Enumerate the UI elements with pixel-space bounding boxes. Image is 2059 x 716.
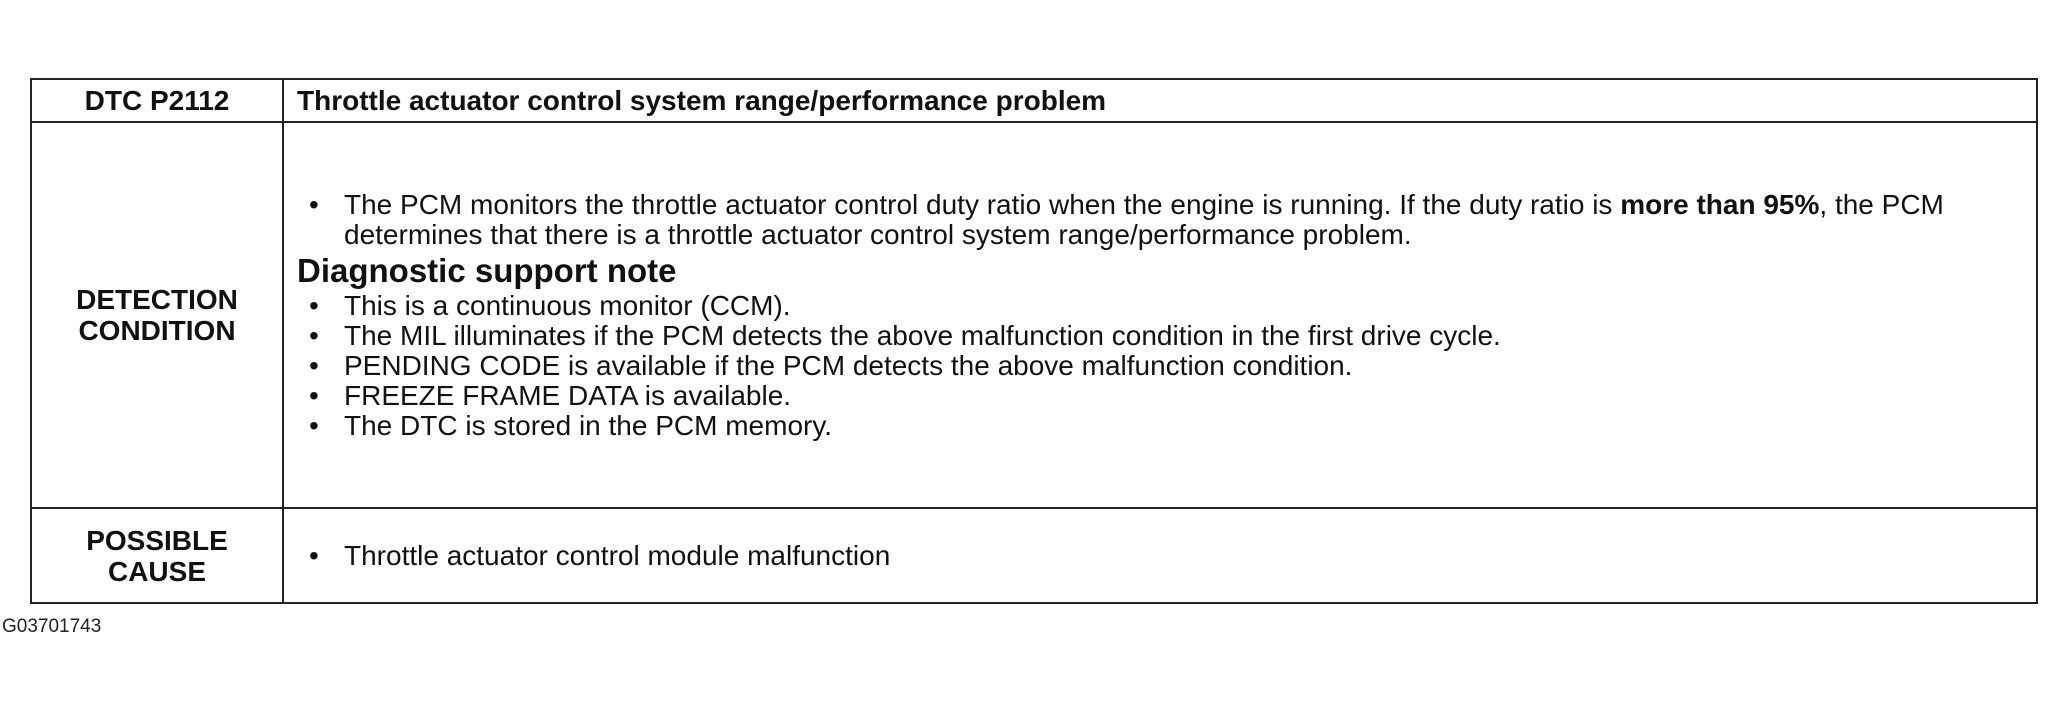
dtc-code-cell: DTC P2112 xyxy=(31,79,283,122)
support-note-item-text: This is a continuous monitor (CCM). xyxy=(344,289,791,321)
bullet-icon: • xyxy=(309,319,319,351)
diagnostic-support-heading: Diagnostic support note xyxy=(297,251,677,289)
cause-label-line2: CAUSE xyxy=(107,555,206,587)
support-note-item-text: FREEZE FRAME DATA is available. xyxy=(344,379,792,411)
possible-cause-row xyxy=(31,508,2037,603)
support-note-item-text: The MIL illuminates if the PCM detects the above malfunction condition in the first drive cycle. xyxy=(344,319,1501,351)
detection-label-line1: DETECTION xyxy=(76,284,238,315)
possible-cause-item xyxy=(297,541,2012,571)
bullet-icon: • xyxy=(309,289,319,321)
support-note-item xyxy=(297,291,2012,321)
bullet-icon: • xyxy=(309,379,319,411)
bullet-icon: • xyxy=(309,409,319,441)
dtc-table xyxy=(30,78,2038,604)
support-note-item xyxy=(297,351,2012,381)
monitor-description-list xyxy=(297,190,2012,250)
bullet-icon: • xyxy=(309,539,319,571)
detection-condition-content xyxy=(283,122,2037,508)
bullet-icon: • xyxy=(309,349,319,381)
support-note-item-text: PENDING CODE is available if the PCM detects the above malfunction condition. xyxy=(344,349,1353,381)
support-note-item-text: The DTC is stored in the PCM memory. xyxy=(344,409,833,441)
bullet-icon: • xyxy=(309,188,319,220)
detection-condition-row xyxy=(31,122,2037,508)
dtc-title-cell: Throttle actuator control system range/performance problem xyxy=(283,79,2037,122)
detection-label-line2: CONDITION xyxy=(78,315,236,346)
support-note-item xyxy=(297,381,2012,411)
support-note-item xyxy=(297,411,2012,441)
figure-id: G03701743 xyxy=(2,616,102,637)
monitor-description-item xyxy=(297,190,2012,250)
dtc-title-row xyxy=(31,79,2037,122)
monitor-text-before: The PCM monitors the throttle actuator control duty ratio when the engine is running. If the duty ratio is xyxy=(344,188,1613,220)
support-notes-list xyxy=(297,291,2012,441)
cause-label-line1: POSSIBLE xyxy=(86,524,228,556)
detection-condition-label xyxy=(31,122,283,508)
monitor-threshold: more than 95% xyxy=(1620,188,1820,220)
possible-cause-list xyxy=(297,541,2012,571)
possible-cause-content xyxy=(283,508,2037,603)
monitor-text-after: , the PCM determines that there is a throttle actuator control system range/performance problem. xyxy=(344,188,1944,250)
support-note-item xyxy=(297,321,2012,351)
possible-cause-item-text: Throttle actuator control module malfunction xyxy=(344,539,891,571)
possible-cause-label xyxy=(31,508,283,603)
